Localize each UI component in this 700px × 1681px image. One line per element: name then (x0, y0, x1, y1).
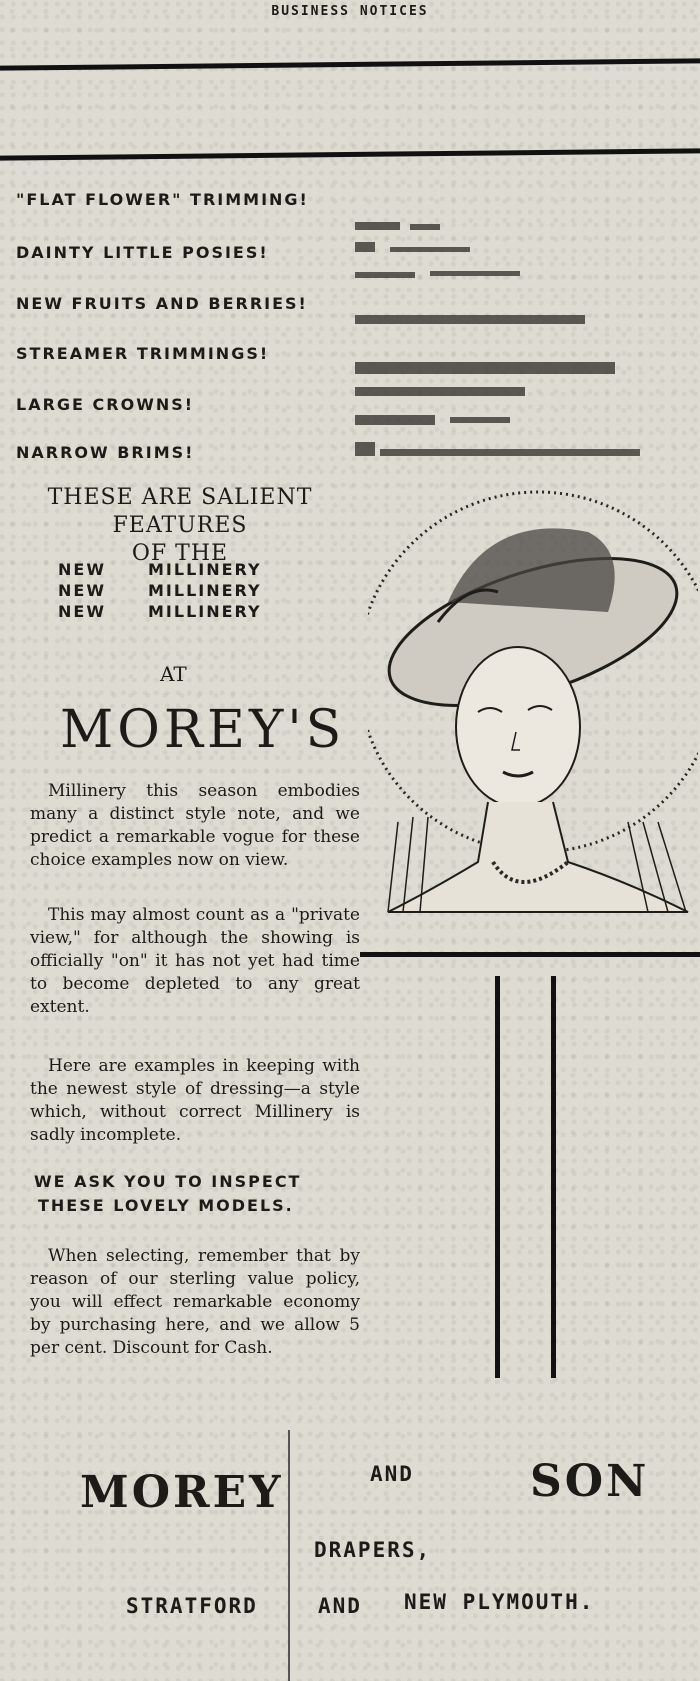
footer-stratford: STRATFORD (126, 1594, 258, 1618)
brand-title: MOREY'S (60, 700, 346, 760)
headline-narrow-brims: NARROW BRIMS! (16, 443, 195, 462)
millinery-new-1: NEW (58, 560, 106, 579)
headline-dainty-posies: DAINTY LITTLE POSIES! (16, 243, 269, 262)
millinery-new-2: NEW (58, 581, 106, 600)
closing-paragraph: When selecting, remember that by reason of our sterling value policy, you will effect remarkable economy by purchasing here, and we allow 5 per cent. Discount for Cash. (30, 1246, 360, 1358)
footer-new-plymouth: NEW PLYMOUTH. (404, 1590, 595, 1614)
footer-divider (288, 1430, 290, 1681)
inspect-heading (34, 1170, 301, 1218)
paragraph-3: Here are examples in keeping with the newest style of dressing—a style which, without correct Millinery is sadly incomplete. (30, 1056, 360, 1145)
features-heading (0, 484, 360, 568)
paragraph-2: This may almost count as a "private view," for although the showing is officially "on" it has not yet had time to become depleted to any great extent. (30, 905, 360, 1017)
column-bar-left (495, 976, 500, 1378)
woman-in-hat-illustration (368, 482, 698, 942)
footer-son: SON (530, 1456, 650, 1507)
headline-fruits-berries: NEW FRUITS AND BERRIES! (16, 294, 308, 313)
illustration-rule (360, 952, 700, 957)
smudged-print-area (350, 187, 695, 477)
headline-flat-flower: "FLAT FLOWER" TRIMMING! (16, 190, 309, 209)
footer-and-2: AND (318, 1594, 362, 1618)
millinery-label-2: MILLINERY (148, 581, 262, 600)
headline-streamer: STREAMER TRIMMINGS! (16, 344, 270, 363)
footer-morey: MOREY (80, 1467, 284, 1518)
features-line-2: OF THE (131, 541, 229, 566)
millinery-label-3: MILLINERY (148, 602, 262, 621)
footer-and: AND (370, 1462, 414, 1486)
inspect-line-2: THESE LOVELY MODELS. (38, 1196, 294, 1215)
section-header: BUSINESS NOTICES (271, 4, 429, 19)
headline-large-crowns: LARGE CROWNS! (16, 395, 195, 414)
millinery-label-1: MILLINERY (148, 560, 262, 579)
millinery-new-3: NEW (58, 602, 106, 621)
at-label: AT (160, 662, 187, 686)
millinery-list (58, 560, 262, 621)
footer-drapers: DRAPERS, (314, 1538, 432, 1562)
paragraph-1: Millinery this season embodies many a distinct style note, and we predict a remarkable vogue for these choice examples now on view. (30, 781, 360, 870)
features-line-1: THESE ARE SALIENT FEATURES (47, 485, 313, 538)
inspect-line-1: WE ASK YOU TO INSPECT (34, 1172, 302, 1191)
column-bar-right (551, 976, 556, 1378)
